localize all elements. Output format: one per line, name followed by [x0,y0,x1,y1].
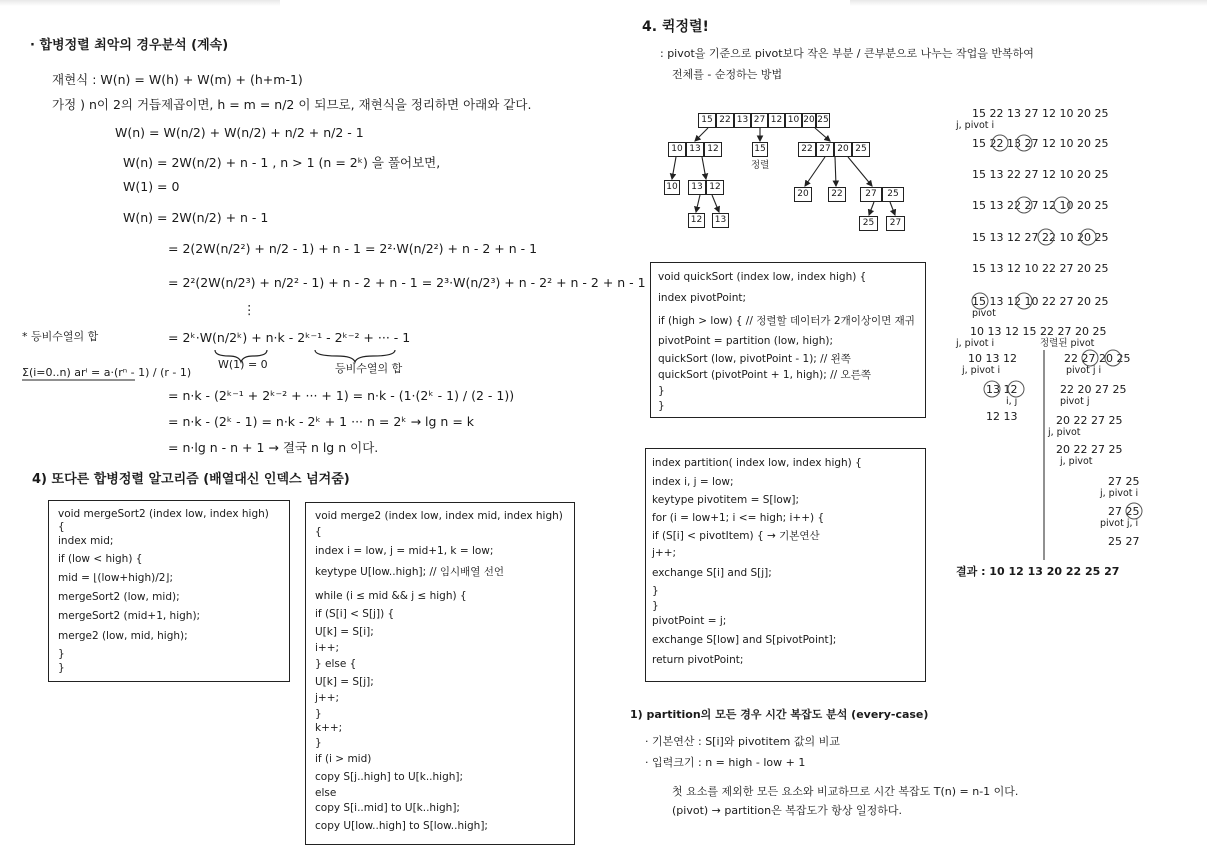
derivation-line: = 2ᵏ·W(n/2ᵏ) + n·k - 2ᵏ⁻¹ - 2ᵏ⁻² + ··· - 1 [168,330,411,345]
code-line: { [58,521,65,533]
trace-circle [1126,503,1142,519]
trace-row: 15 22 13 27 12 10 20 25 [972,137,1109,150]
tree-pivot-label: 정렬 [751,160,770,171]
trace-marker: j, pivot [1060,456,1093,467]
analysis-line: 첫 요소를 제외한 모든 요소와 비교하므로 시간 복잡도 T(n) = n-1 이다. [672,785,1019,798]
tree-cell: 27 [886,216,905,231]
code-line: if (S[i] < pivotItem) { → 기본연산 [652,530,820,542]
code-line: } [58,648,65,660]
tree-cell: 12 [768,113,785,128]
code-line: if (high > low) { // 정렬할 데이터가 2개이상이면 재귀 [658,315,915,327]
tree-cell: 25 [852,142,870,157]
trace-row: 10 13 12 15 22 27 20 25 [970,325,1107,338]
code-line: void quickSort (index low, index high) { [658,271,867,283]
code-line: void merge2 (index low, index mid, index high) [315,510,563,522]
trace-marker: 정렬된 pivot [1040,338,1095,349]
tree-cell: 27 [860,187,882,202]
code-line: exchange S[i] and S[j]; [652,567,772,579]
recurrence-text: 재현식 : W(n) = W(h) + W(m) + (h+m-1) [52,72,303,87]
code-line: index pivotPoint; [658,292,747,304]
code-line: } else { [315,658,357,670]
code-line: copy S[i..mid] to U[k..high]; [315,802,460,814]
analysis-line: (pivot) → partition은 복잡도가 항상 일정하다. [672,804,902,817]
code-line: k++; [315,722,343,734]
derivation-line: W(n) = W(n/2) + W(n/2) + n/2 + n/2 - 1 [115,125,364,140]
trace-marker: j, pivot i [962,365,1001,376]
code-line: mergeSort2 (mid+1, high); [58,610,201,622]
trace-result: 결과 : 10 12 13 20 22 25 27 [956,565,1120,578]
code-line: j++; [652,547,677,559]
derivation-line: ⋮ [243,302,256,317]
tree-cell: 27 [751,113,768,128]
code-line: pivotPoint = partition (low, high); [658,335,834,347]
derivation-line: W(1) = 0 [123,179,180,194]
trace-circle [1016,293,1032,309]
trace-circle [1054,197,1070,213]
trace-circle [1008,381,1024,397]
trace-marker: pivot j i [1066,365,1102,376]
geometric-sum-formula: Σ(i=0..n) arⁱ = a·(rⁿ - 1) / (r - 1) [22,366,192,379]
section-4-title: 4) 또다른 합병정렬 알고리즘 (배열대신 인덱스 넘겨줌) [32,472,350,487]
tree-cell: 13 [688,180,706,195]
code-line: U[k] = S[j]; [315,676,374,688]
trace-circle [1016,197,1032,213]
quicksort-title: 4. 퀵정렬! [642,19,709,35]
code-line: while (i ≤ mid && j ≤ high) { [315,590,467,602]
trace-marker: i, j [1006,396,1018,407]
tree-cell: 20 [834,142,852,157]
tree-pivot-cell: 15 [752,142,768,157]
code-line: copy S[j..high] to U[k..high]; [315,771,464,783]
code-line: if (low < high) { [58,553,143,565]
derivation-line: = 2²(2W(n/2³) + n/2² - 1) + n - 2 + n - 1 = 2³·W(n/2³) + n - 2² + n - 2 + n - 1 [168,275,646,290]
code-line: } [652,585,659,597]
assumption-text: 가정 ) n이 2의 거듭제곱이면, h = m = n/2 이 되므로, 재현식을 정리하면 아래와 같다. [52,97,532,112]
tree-cell: 13 [686,142,704,157]
trace-marker: pivot [972,308,996,319]
tree-cell: 22 [716,113,734,128]
tree-cell: 25 [816,113,830,128]
geometric-note: 등비수열의 합 [335,362,403,375]
tree-cell: 25 [882,187,904,202]
trace-marker: j, pivot [1048,427,1081,438]
derivation-line: W(n) = 2W(n/2) + n - 1 , n > 1 (n = 2ᵏ) 을 풀어보면, [123,155,441,170]
code-line: } [315,708,322,720]
code-line: } [58,662,65,674]
geometric-sum-title: * 등비수열의 합 [22,330,99,343]
trace-circle [1038,229,1054,245]
trace-marker: j, pivot i [1100,488,1139,499]
trace-row: 15 13 22 27 12 10 20 25 [972,199,1109,212]
code-line: merge2 (low, mid, high); [58,630,188,642]
trace-row: 27 25 [1108,475,1140,488]
trace-row: 15 22 13 27 12 10 20 25 [972,107,1109,120]
trace-row: 12 13 [986,410,1018,423]
trace-marker: pivot j, i [1100,518,1139,529]
trace-circle [1016,135,1032,151]
tree-cell: 27 [816,142,834,157]
code-line: quickSort (low, pivotPoint - 1); // 왼쪽 [658,353,851,365]
code-line: index i, j = low; [652,476,734,488]
code-line: return pivotPoint; [652,654,744,666]
code-line: { [315,526,322,538]
derivation-line: = n·k - (2ᵏ - 1) = n·k - 2ᵏ + 1 ··· n = 2ᵏ → lg n = k [168,414,475,429]
trace-circle [992,135,1008,151]
code-line: exchange S[low] and S[pivotPoint]; [652,634,837,646]
code-line: } [652,600,659,612]
code-line: j++; [315,692,340,704]
tree-cell: 15 [698,113,716,128]
code-line: keytype U[low..high]; // 임시배열 선언 [315,566,505,578]
code-line: i++; [315,642,340,654]
code-line: quickSort (pivotPoint + 1, high); // 오른쪽 [658,369,871,381]
trace-circle [972,293,988,309]
tree-cell: 12 [688,213,705,228]
tree-cell: 20 [794,187,812,202]
code-line: copy U[low..high] to S[low..high]; [315,820,488,832]
trace-circle [1082,350,1098,366]
code-line: else [315,787,337,799]
code-line: for (i = low+1; i <= high; i++) { [652,512,825,524]
tree-cell: 10 [785,113,802,128]
tree-cell: 13 [712,213,729,228]
code-line: index mid; [58,535,114,547]
derivation-line: = 2(2W(n/2²) + n/2 - 1) + n - 1 = 2²·W(n/2²) + n - 2 + n - 1 [168,241,538,256]
trace-circle [1105,350,1121,366]
tree-cell: 10 [664,180,680,195]
tree-cell: 12 [704,142,722,157]
analysis-line: · 입력크기 : n = high - low + 1 [645,756,806,769]
code-line: mergeSort2 (low, mid); [58,591,180,603]
quicksort-desc-2: 전체를 - 순정하는 방법 [672,68,783,81]
trace-row: 15 13 22 27 12 10 20 25 [972,168,1109,181]
trace-row: 15 13 12 10 22 27 20 25 [972,295,1109,308]
trace-row: 27 25 [1108,505,1140,518]
trace-row: 20 22 27 25 [1056,414,1123,427]
trace-row: 15 13 12 27 22 10 20 25 [972,231,1109,244]
trace-row: 22 27 20 25 [1064,352,1131,365]
tree-cell: 22 [798,142,816,157]
code-line: void mergeSort2 (index low, index high) [58,508,269,520]
code-line: U[k] = S[i]; [315,626,374,638]
trace-circle [1080,229,1096,245]
trace-row: 25 27 [1108,535,1140,548]
trace-row: 22 20 27 25 [1060,383,1127,396]
code-line: keytype pivotitem = S[low]; [652,494,800,506]
analysis-line: · 기본연산 : S[i]와 pivotitem 값의 비교 [645,735,840,748]
trace-row: 13 12 [986,383,1018,396]
tree-cell: 10 [668,142,686,157]
code-line: if (i > mid) [315,753,372,765]
tree-cell: 22 [828,187,846,202]
analysis-title: 1) partition의 모든 경우 시간 복잡도 분석 (every-case) [630,708,929,721]
code-line: if (S[i] < S[j]) { [315,608,395,620]
trace-marker: pivot j [1060,396,1090,407]
w1-note: W(1) = 0 [218,358,268,371]
tree-cell: 13 [734,113,751,128]
trace-marker: j, pivot i [956,120,995,131]
section-header: · 합병정렬 최악의 경우분석 (계속) [30,38,229,53]
code-line: } [315,737,322,749]
tree-cell: 12 [706,180,724,195]
trace-circle [984,381,1000,397]
code-line: } [658,400,665,412]
derivation-line: W(n) = 2W(n/2) + n - 1 [123,210,269,225]
trace-row: 20 22 27 25 [1056,443,1123,456]
quicksort-desc-1: : pivot을 기준으로 pivot보다 작은 부분 / 큰부분으로 나누는 작업을 반복하여 [660,47,1034,60]
tree-cell: 20 [802,113,816,128]
code-line: } [658,385,665,397]
trace-row: 15 13 12 10 22 27 20 25 [972,262,1109,275]
code-line: pivotPoint = j; [652,615,727,627]
code-line: index i = low, j = mid+1, k = low; [315,545,494,557]
code-line: index partition( index low, index high) { [652,457,862,469]
derivation-line: = n·lg n - n + 1 → 결국 n lg n 이다. [168,440,379,455]
trace-marker: j, pivot i [956,338,995,349]
code-line: mid = ⌊(low+high)/2⌋; [58,572,174,584]
tree-cell: 25 [859,216,878,231]
derivation-line: = n·k - (2ᵏ⁻¹ + 2ᵏ⁻² + ··· + 1) = n·k - (1·(2ᵏ - 1) / (2 - 1)) [168,388,515,403]
trace-row: 10 13 12 [968,352,1017,365]
